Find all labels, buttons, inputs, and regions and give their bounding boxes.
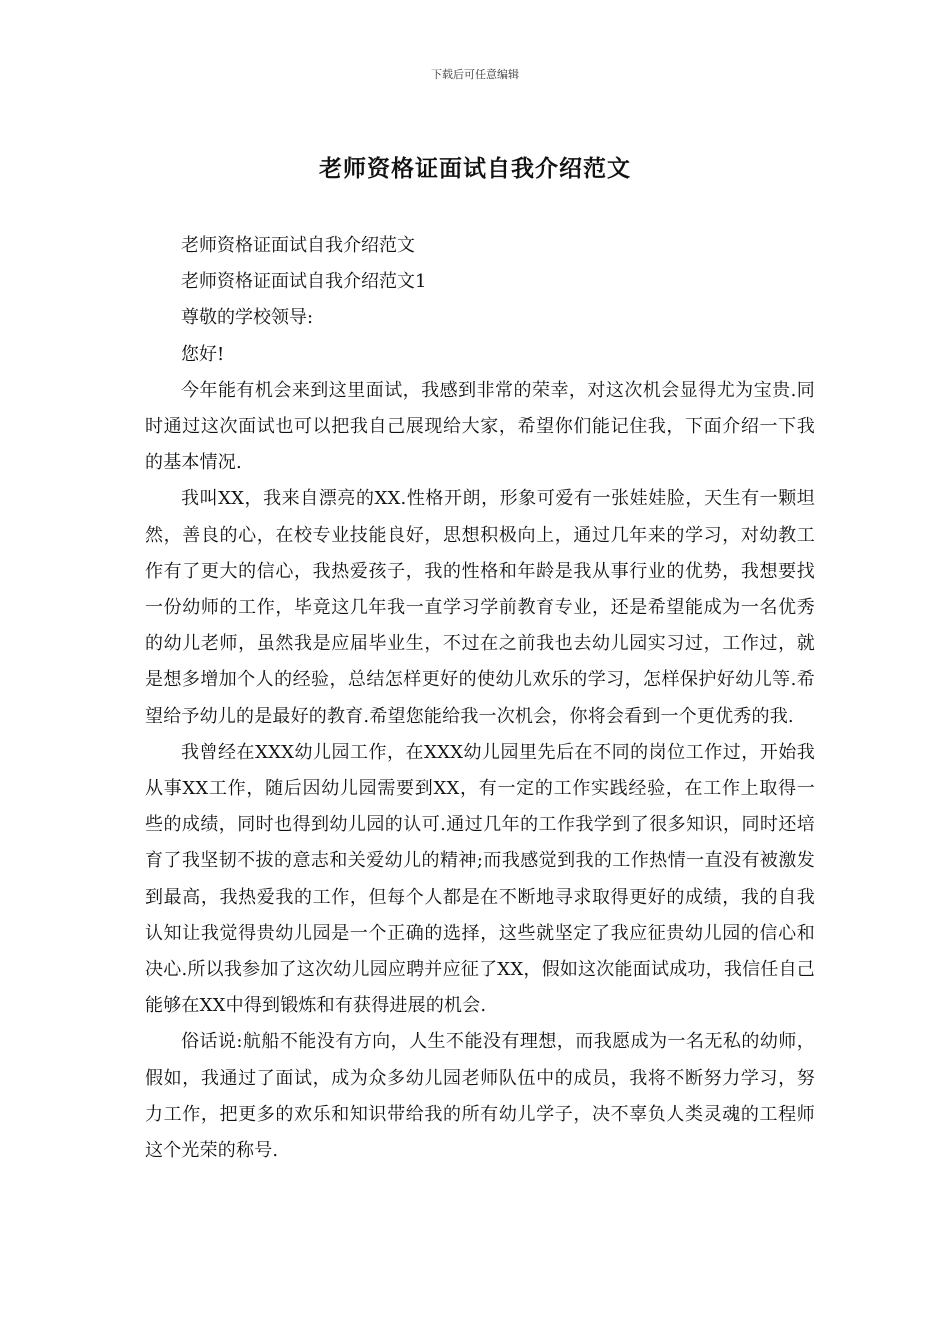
paragraph-intro: 今年能有机会来到这里面试，我感到非常的荣幸，对这次机会显得尤为宝贵.同时通过这次面试也可以把我自己展现给大家，希望你们能记住我，下面介绍一下我的基本情况. xyxy=(145,379,815,474)
paragraph-background: 我叫XX，我来自漂亮的XX.性格开朗，形象可爱有一张娃娃脸，天生有一颗坦然，善良的心，在校专业技能良好，思想积极向上，通过几年来的学习，对幼教工作有了更大的信心，我热爱孩子，我的性格和年龄是我从事行业的优势，我想要找一份幼师的工作，毕竟这几年我一直学习学前教育专业，还是希望能成为一名优秀的幼儿老师，虽然我是应届毕业生，不过在之前我也去幼儿园实习过，工作过，就是想多增加个人的经验，总结怎样更好的使幼儿欢乐的学习，怎样保护好幼儿等.希望给予幼儿的是最好的教育.希望您能给我一次机会，你将会看到一个更优秀的我. xyxy=(145,488,815,727)
document-title: 老师资格证面试自我介绍范文 xyxy=(319,155,631,182)
salutation: 尊敬的学校领导: xyxy=(181,307,314,329)
header-note: 下载后可任意编辑 xyxy=(431,68,519,81)
section-heading: 老师资格证面试自我介绍范文1 xyxy=(181,271,427,293)
document-subtitle: 老师资格证面试自我介绍范文 xyxy=(181,235,415,256)
greeting: 您好! xyxy=(181,343,225,365)
document-body xyxy=(145,228,815,1169)
paragraph-closing: 俗话说:航船不能没有方向，人生不能没有理想，而我愿成为一名无私的幼师，假如，我通过了面试，成为众多幼儿园老师队伍中的成员，我将不断努力学习，努力工作，把更多的欢乐和知识带给我的所有幼儿学子，决不辜负人类灵魂的工程师这个光荣的称号. xyxy=(145,1031,815,1162)
paragraph-experience: 我曾经在XXX幼儿园工作，在XXX幼儿园里先后在不同的岗位工作过，开始我从事XX工作，随后因幼儿园需要到XX，有一定的工作实践经验，在工作上取得一些的成绩，同时也得到幼儿园的认可.通过几年的工作我学到了很多知识，同时还培育了我坚韧不拔的意志和关爱幼儿的精神;而我感觉到我的工作热情一直没有被激发到最高，我热爱我的工作，但每个人都是在不断地寻求取得更好的成绩，我的自我认知让我觉得贵幼儿园是一个正确的选择，这些就坚定了我应征贵幼儿园的信心和决心.所以我参加了这次幼儿园应聘并应征了XX，假如这次能面试成功，我信任自己能够在XX中得到锻炼和有获得进展的机会. xyxy=(145,741,815,1017)
